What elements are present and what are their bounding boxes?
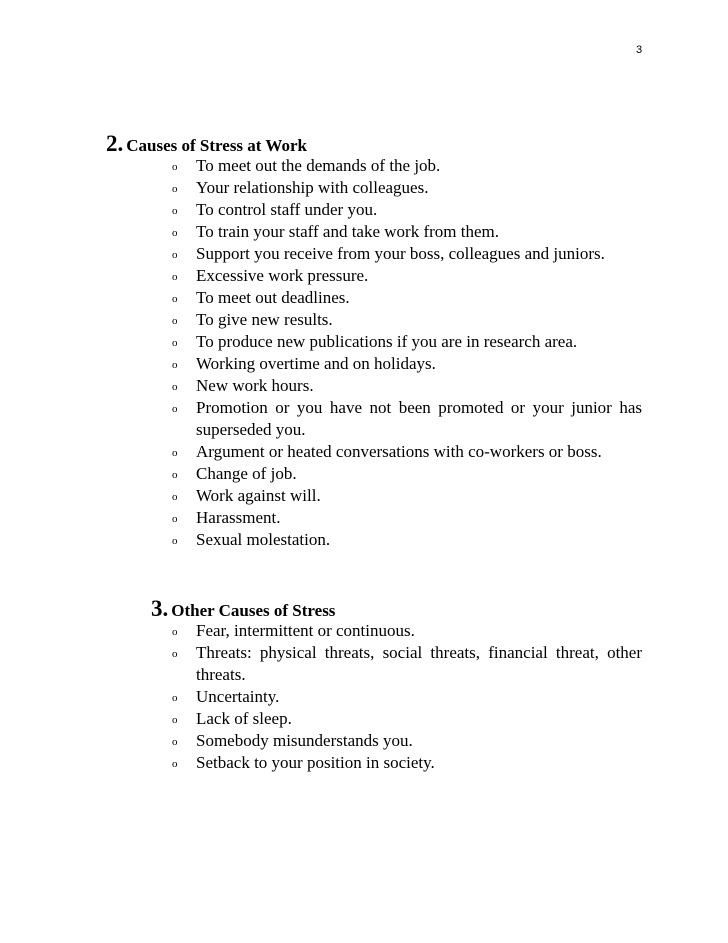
hollow-bullet-icon: o bbox=[172, 249, 178, 261]
hollow-bullet-icon: o bbox=[172, 271, 178, 283]
hollow-bullet-icon: o bbox=[172, 359, 178, 371]
list-item bbox=[172, 243, 642, 265]
list-item-text: To train your staff and take work from them. bbox=[196, 222, 499, 241]
list-item bbox=[172, 441, 642, 463]
section-causes-at-work bbox=[106, 131, 642, 549]
list-item bbox=[172, 265, 642, 287]
list-item-text: Promotion or you have not been promoted or your junior has superseded you. bbox=[196, 398, 642, 439]
hollow-bullet-icon: o bbox=[172, 626, 178, 638]
list-item bbox=[172, 287, 642, 309]
bullet-list bbox=[172, 620, 642, 774]
list-item bbox=[172, 199, 642, 221]
list-item-text: Setback to your position in society. bbox=[196, 753, 435, 772]
list-item-text: Your relationship with colleagues. bbox=[196, 178, 429, 197]
bullet-list bbox=[172, 155, 642, 551]
hollow-bullet-icon: o bbox=[172, 736, 178, 748]
list-item-text: To meet out the demands of the job. bbox=[196, 156, 441, 175]
list-item bbox=[172, 463, 642, 485]
section-number: 3. bbox=[151, 596, 169, 621]
list-item-text: Support you receive from your boss, colleagues and juniors. bbox=[196, 244, 605, 263]
list-item-text: Working overtime and on holidays. bbox=[196, 354, 436, 373]
list-item bbox=[172, 375, 642, 397]
list-item-text: To give new results. bbox=[196, 310, 333, 329]
section-title: Other Causes of Stress bbox=[171, 601, 336, 620]
hollow-bullet-icon: o bbox=[172, 183, 178, 195]
list-item bbox=[172, 708, 642, 730]
list-item-text: Sexual molestation. bbox=[196, 530, 331, 549]
hollow-bullet-icon: o bbox=[172, 447, 178, 459]
list-item-text: Lack of sleep. bbox=[196, 709, 292, 728]
hollow-bullet-icon: o bbox=[172, 535, 178, 547]
hollow-bullet-icon: o bbox=[172, 403, 178, 415]
list-item bbox=[172, 331, 642, 353]
hollow-bullet-icon: o bbox=[172, 692, 178, 704]
list-item bbox=[172, 155, 642, 177]
list-item bbox=[172, 507, 642, 529]
hollow-bullet-icon: o bbox=[172, 758, 178, 770]
hollow-bullet-icon: o bbox=[172, 469, 178, 481]
list-item bbox=[172, 221, 642, 243]
hollow-bullet-icon: o bbox=[172, 161, 178, 173]
hollow-bullet-icon: o bbox=[172, 714, 178, 726]
hollow-bullet-icon: o bbox=[172, 491, 178, 503]
hollow-bullet-icon: o bbox=[172, 205, 178, 217]
hollow-bullet-icon: o bbox=[172, 337, 178, 349]
list-item-text: Fear, intermittent or continuous. bbox=[196, 621, 415, 640]
list-item bbox=[172, 642, 642, 686]
hollow-bullet-icon: o bbox=[172, 227, 178, 239]
hollow-bullet-icon: o bbox=[172, 513, 178, 525]
list-item bbox=[172, 752, 642, 774]
section-heading bbox=[151, 596, 335, 622]
list-item-text: Somebody misunderstands you. bbox=[196, 731, 413, 750]
list-item bbox=[172, 177, 642, 199]
list-item bbox=[172, 686, 642, 708]
section-heading bbox=[106, 131, 307, 157]
hollow-bullet-icon: o bbox=[172, 315, 178, 327]
list-item-text: To control staff under you. bbox=[196, 200, 378, 219]
list-item-text: New work hours. bbox=[196, 376, 314, 395]
page-number: 3 bbox=[636, 44, 643, 56]
section-title: Causes of Stress at Work bbox=[126, 136, 307, 155]
list-item-text: Harassment. bbox=[196, 508, 281, 527]
list-item bbox=[172, 620, 642, 642]
section-other-causes bbox=[151, 596, 642, 772]
list-item-text: To meet out deadlines. bbox=[196, 288, 350, 307]
section-number: 2. bbox=[106, 131, 124, 156]
list-item-text: Argument or heated conversations with co-workers or boss. bbox=[196, 442, 602, 461]
list-item bbox=[172, 309, 642, 331]
list-item bbox=[172, 529, 642, 551]
list-item-text: Work against will. bbox=[196, 486, 321, 505]
list-item bbox=[172, 485, 642, 507]
hollow-bullet-icon: o bbox=[172, 381, 178, 393]
list-item-text: To produce new publications if you are in research area. bbox=[196, 332, 578, 351]
hollow-bullet-icon: o bbox=[172, 648, 178, 660]
list-item-text: Excessive work pressure. bbox=[196, 266, 369, 285]
list-item bbox=[172, 397, 642, 441]
hollow-bullet-icon: o bbox=[172, 293, 178, 305]
list-item-text: Change of job. bbox=[196, 464, 297, 483]
list-item bbox=[172, 730, 642, 752]
list-item-text: Uncertainty. bbox=[196, 687, 280, 706]
list-item-text: Threats: physical threats, social threats, financial threat, other threats. bbox=[196, 643, 642, 684]
list-item bbox=[172, 353, 642, 375]
